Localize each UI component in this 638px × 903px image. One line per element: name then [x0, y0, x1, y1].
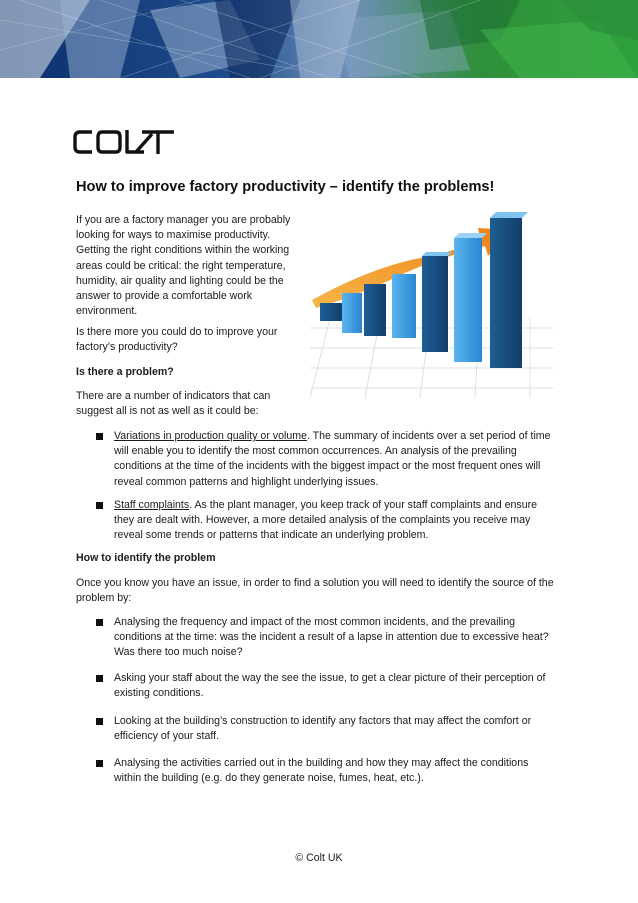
list-item	[96, 714, 562, 746]
growth-chart-illustration	[310, 208, 553, 398]
text-line: Analysing the frequency and impact of the most common incidents, and the prevailing	[114, 616, 516, 628]
text-line: suggest all is not as well as it could be:	[76, 405, 259, 418]
list-item-text	[114, 429, 562, 490]
text-line: reveal common patterns and highlight underlying issues.	[114, 475, 379, 488]
text-line: problem by:	[76, 592, 132, 605]
text-line: Once you know you have an issue, in order to find a solution you will need to identify the source of the	[76, 577, 554, 589]
list-item-text	[114, 714, 562, 744]
heading-is-there-a-problem: Is there a problem?	[76, 366, 174, 378]
variations-link[interactable]: Variations in production quality or volume	[114, 430, 307, 442]
text-line: There are a number of indicators that can	[76, 390, 271, 402]
indicators-intro	[76, 389, 308, 419]
colt-logo	[72, 126, 176, 158]
list-item	[96, 498, 562, 542]
text-line: Asking your staff about the way the see the issue, to get a clear picture of their perception of	[114, 672, 546, 684]
text-span: . As the plant manager, you keep track of your staff complaints and ensure	[189, 499, 538, 511]
heading-how-to-identify: How to identify the problem	[76, 552, 216, 564]
text-line: Looking at the building’s construction to identify any factors that may affect the comfort or	[114, 715, 532, 727]
bullet-square-icon	[96, 433, 103, 440]
list-item	[96, 671, 562, 703]
text-line: factory’s productivity?	[76, 341, 178, 354]
staff-complaints-link[interactable]: Staff complaints	[114, 499, 190, 511]
list-item-text	[114, 498, 562, 544]
text-line: areas could be critical: the right temperature,	[76, 259, 286, 272]
text-line: humidity, air quality and lighting could be the	[76, 274, 284, 287]
text-line: efficiency of your staff.	[114, 730, 220, 743]
text-line: conditions at the time of the incidents with the biggest impact or the most frequent ones will	[114, 460, 541, 473]
text-line: If you are a factory manager you are probably	[76, 214, 291, 226]
bullet-square-icon	[96, 675, 103, 682]
list-item-text	[114, 756, 562, 786]
text-line: will enable you to identify the most common occurrences. An analysis of the prevailing	[114, 445, 517, 458]
text-line: looking for ways to maximise productivity.	[76, 229, 271, 242]
bullet-square-icon	[96, 502, 103, 509]
bullet-square-icon	[96, 760, 103, 767]
text-line: Getting the right conditions within the working	[76, 244, 290, 257]
list-item	[96, 429, 562, 487]
identify-paragraph	[76, 576, 576, 606]
bullet-square-icon	[96, 619, 103, 626]
list-item-text	[114, 615, 562, 661]
text-line: they are dealt with. However, a more detailed analysis of the complaints you receive may	[114, 514, 531, 527]
text-line: conditions at the time: was the incident a result of a lapse in attention due to excessive heat?	[114, 631, 549, 644]
header-banner	[0, 0, 638, 78]
text-line: Was there too much noise?	[114, 646, 243, 659]
bullet-square-icon	[96, 718, 103, 725]
list-item	[96, 756, 562, 788]
text-line: Is there more you could do to improve your	[76, 326, 278, 338]
list-item-text	[114, 671, 562, 701]
text-line: existing conditions.	[114, 687, 204, 700]
text-line: Analysing the activities carried out in the building and how they may affect the conditions	[114, 757, 529, 769]
text-span: . The summary of incidents over a set period of time	[306, 430, 551, 442]
intro-paragraph	[76, 213, 308, 319]
text-line: within the building (e.g. do they generate noise, fumes, heat, etc.).	[114, 772, 424, 785]
text-line: environment.	[76, 305, 138, 318]
list-item	[96, 615, 562, 661]
question-paragraph	[76, 325, 308, 355]
page-title: How to improve factory productivity – identify the problems!	[76, 179, 495, 195]
footer-copyright: © Colt UK	[295, 852, 343, 864]
text-line: reveal some trends or patterns that indicate an underlying problem.	[114, 529, 429, 542]
text-line: answer to provide a comfortable work	[76, 290, 253, 303]
